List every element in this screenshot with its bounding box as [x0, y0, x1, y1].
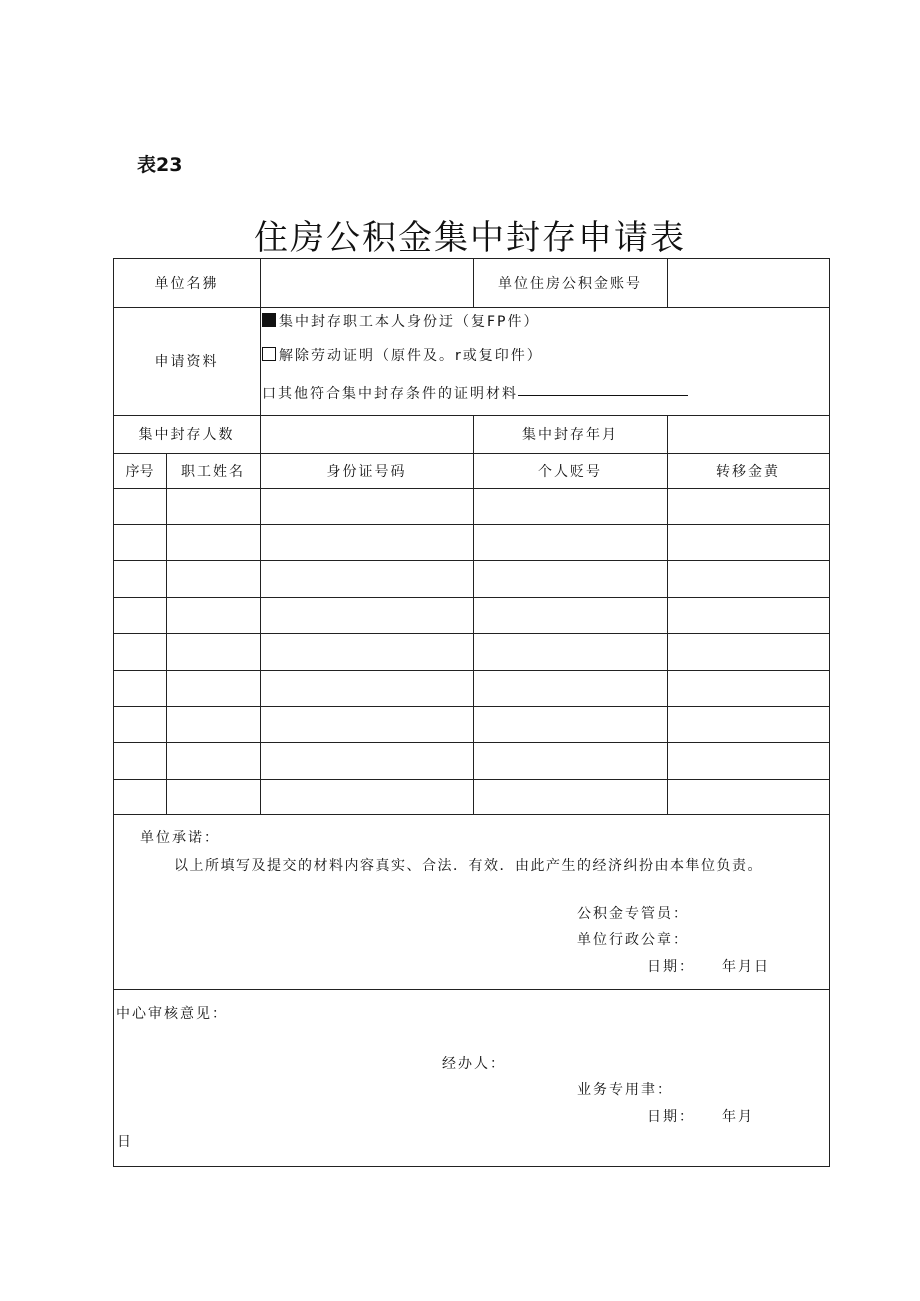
unit-seal-label: 单位行政公章： [577, 932, 689, 948]
commitment-date-label: 日期： [647, 959, 695, 975]
column-header-index: 序号 [125, 463, 154, 480]
commitment-date-value: 年月日 [722, 959, 770, 975]
account-field[interactable] [668, 258, 829, 307]
count-label: 集中封存人数 [138, 427, 235, 443]
handler-label: 经办人： [442, 1056, 506, 1072]
seal-date-label: 集中封存年月 [522, 427, 618, 443]
review-date-tail: 日 [117, 1134, 133, 1150]
table-row[interactable] [113, 524, 829, 560]
fill-in-line[interactable] [518, 394, 688, 396]
table-row[interactable] [113, 742, 829, 779]
checkbox-checked-icon[interactable] [262, 313, 276, 327]
commitment-heading: 单位承诺： [140, 830, 220, 846]
column-header-account: 个人贬号 [538, 463, 602, 480]
form-number: 表23 [137, 154, 183, 176]
table-row[interactable] [113, 597, 829, 633]
count-field[interactable] [261, 415, 473, 453]
review-heading: 中心审核意见： [116, 1006, 228, 1022]
column-header-id: 身份证号码 [326, 463, 407, 480]
page-title: 住房公积金集中封存申请表 [254, 218, 686, 258]
unit-name-field[interactable] [261, 258, 473, 307]
manager-label: 公积金专管员： [577, 906, 689, 922]
review-date-label: 日期： [647, 1109, 695, 1125]
unit-name-label: 单位名狒 [154, 275, 219, 292]
table-row[interactable] [113, 488, 829, 524]
column-header-name: 职工姓名 [181, 463, 245, 480]
account-label: 单位住房公积金账号 [498, 275, 642, 292]
checkbox-empty-icon[interactable] [262, 347, 276, 361]
table-row[interactable] [113, 560, 829, 597]
table-row[interactable] [113, 706, 829, 742]
column-header-amount: 转移金黄 [716, 463, 780, 480]
business-seal-label: 业务专用聿： [577, 1082, 673, 1098]
material-item-3[interactable]: 口其他符合集中封存条件的证明材料 [262, 383, 688, 403]
table-row[interactable] [113, 633, 829, 670]
seal-date-field[interactable] [668, 415, 829, 453]
materials-label: 申请资料 [154, 354, 219, 370]
material-item-2[interactable]: 解除劳动证明（原件及。r或复印件） [262, 345, 543, 365]
table-row[interactable] [113, 779, 829, 814]
commitment-statement: 以上所填写及提交的材料内容真实、合法．有效．由此产生的经济纠扮由本隼位负责。 [174, 858, 763, 874]
review-date-value: 年月 [722, 1109, 754, 1125]
table-row[interactable] [113, 670, 829, 706]
material-item-1[interactable]: 集中封存职工本人身份迂（复FP件） [262, 311, 540, 331]
